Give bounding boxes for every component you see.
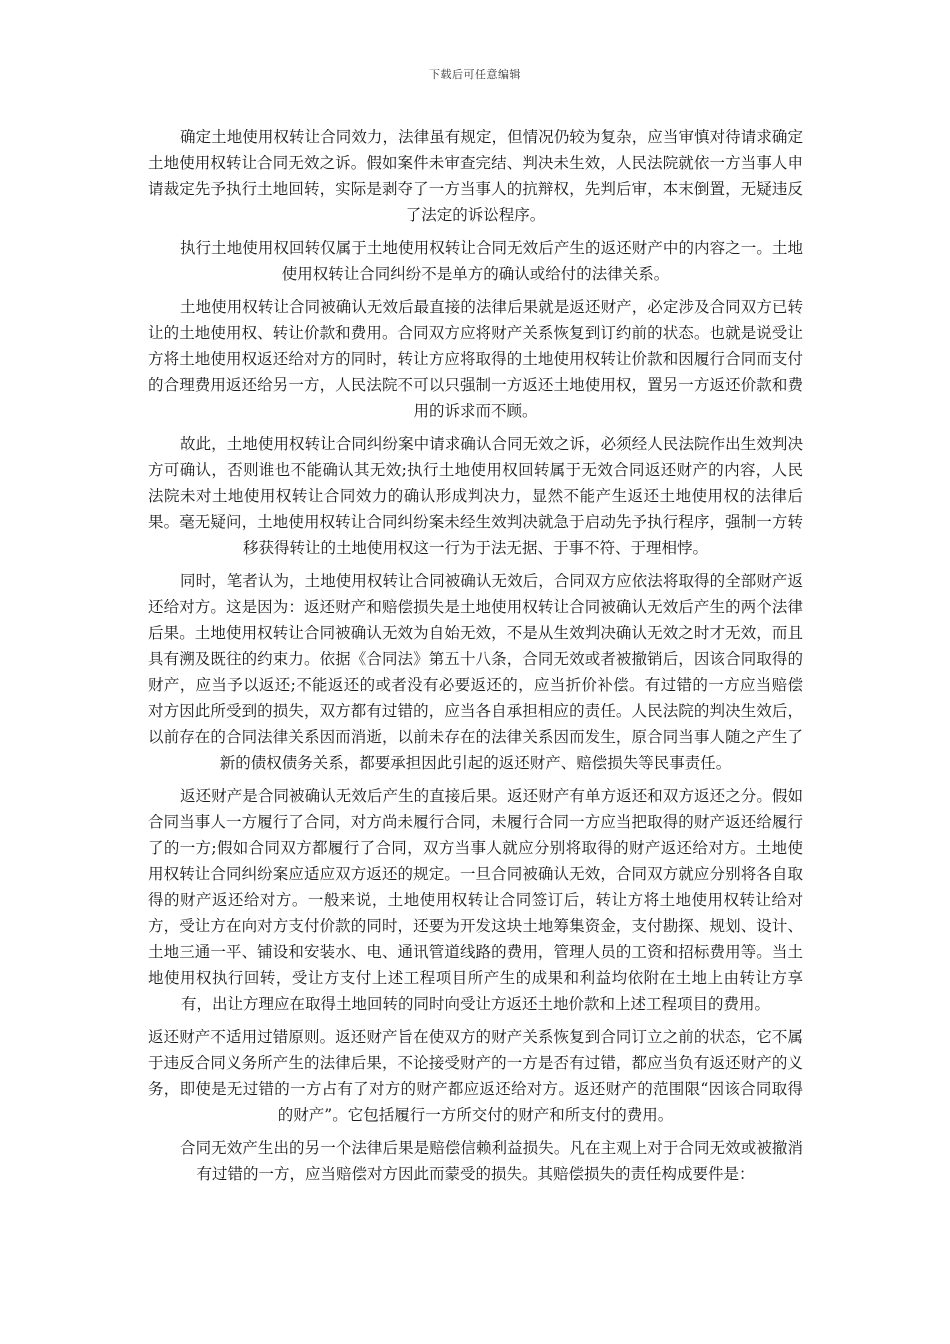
paragraph-7: 返还财产不适用过错原则。返还财产旨在使双方的财产关系恢复到合同订立之前的状态，它不属于违反合同义务所产生的法律后果，不论接受财产的一方是否有过错，都应当负有返还财产的义务，即使是无过错的一方占有了对方的财产都应返还给对方。返还财产的范围限“因该合同取得的财产”。它包括履行一方所交付的财产和所支付的费用。	[148, 1028, 803, 1124]
paragraph-3: 土地使用权转让合同被确认无效后最直接的法律后果就是返还财产，必定涉及合同双方已转让的土地使用权、转让价款和费用。合同双方应将财产关系恢复到订约前的状态。也就是说受让方将土地使用权返还给对方的同时，转让方应将取得的土地使用权转让价款和因履行合同而支付的合理费用返还给另一方，人民法院不可以只强制一方返还土地使用权，置另一方返还价款和费用的诉求而不顾。	[148, 298, 803, 420]
paragraph-8: 合同无效产生出的另一个法律后果是赔偿信赖利益损失。凡在主观上对于合同无效或被撤消有过错的一方，应当赔偿对方因此而蒙受的损失。其赔偿损失的责任构成要件是：	[180, 1139, 803, 1183]
paragraph-6: 返还财产是合同被确认无效后产生的直接后果。返还财产有单方返还和双方返还之分。假如合同当事人一方履行了合同，对方尚未履行合同，未履行合同一方应当把取得的财产返还给履行了的一方;假如合同双方都履行了合同，双方当事人就应分别将取得的财产返还给对方。土地使用权转让合同纠纷案应适应双方返还的规定。一旦合同被确认无效，合同双方就应分别将各自取得的财产返还给对方。一般来说，土地使用权转让合同签订后，转让方将土地使用权转让给对方，受让方在向对方支付价款的同时，还要为开发这块土地筹集资金，支付勘探、规划、设计、土地三通一平、铺设和安装水、电、通讯管道线路的费用，管理人员的工资和招标费用等。当土地使用权执行回转，受让方支付上述工程项目所产生的成果和利益均依附在土地上由转让方享有，出让方理应在取得土地回转的同时向受让方返还土地价款和上述工程项目的费用。	[148, 787, 803, 1013]
document-body	[148, 124, 803, 1194]
paragraph-1: 确定土地使用权转让合同效力，法律虽有规定，但情况仍较为复杂，应当审慎对待请求确定土地使用权转让合同无效之诉。假如案件未审查完结、判决未生效，人民法院就依一方当事人申请裁定先予执行土地回转，实际是剥夺了一方当事人的抗辩权，先判后审，本末倒置，无疑违反了法定的诉讼程序。	[148, 128, 803, 224]
paragraph-5: 同时，笔者认为，土地使用权转让合同被确认无效后，合同双方应依法将取得的全部财产返还给对方。这是因为：返还财产和赔偿损失是土地使用权转让合同被确认无效后产生的两个法律后果。土地使用权转让合同被确认无效为自始无效，不是从生效判决确认无效之时才无效，而且具有溯及既往的约束力。依据《合同法》第五十八条，合同无效或者被撤销后，因该合同取得的财产，应当予以返还;不能返还的或者没有必要返还的，应当折价补偿。有过错的一方应当赔偿对方因此所受到的损失，双方都有过错的，应当各自承担相应的责任。人民法院的判决生效后，以前存在的合同法律关系因而消逝，以前未存在的法律关系因而发生，原合同当事人随之产生了新的债权债务关系，都要承担因此引起的返还财产、赔偿损失等民事责任。	[148, 572, 803, 772]
paragraph-4: 故此，土地使用权转让合同纠纷案中请求确认合同无效之诉，必须经人民法院作出生效判决方可确认，否则谁也不能确认其无效;执行土地使用权回转属于无效合同返还财产的内容，人民法院未对土地使用权转让合同效力的确认形成判决力，显然不能产生返还土地使用权的法律后果。毫无疑问，土地使用权转让合同纠纷案未经生效判决就急于启动先予执行程序，强制一方转移获得转让的土地使用权这一行为于法无据、于事不符、于理相悖。	[148, 435, 803, 557]
paragraph-2: 执行土地使用权回转仅属于土地使用权转让合同无效后产生的返还财产中的内容之一。土地使用权转让合同纠纷不是单方的确认或给付的法律关系。	[180, 239, 803, 283]
page-header: 下载后可任意编辑	[429, 68, 521, 81]
